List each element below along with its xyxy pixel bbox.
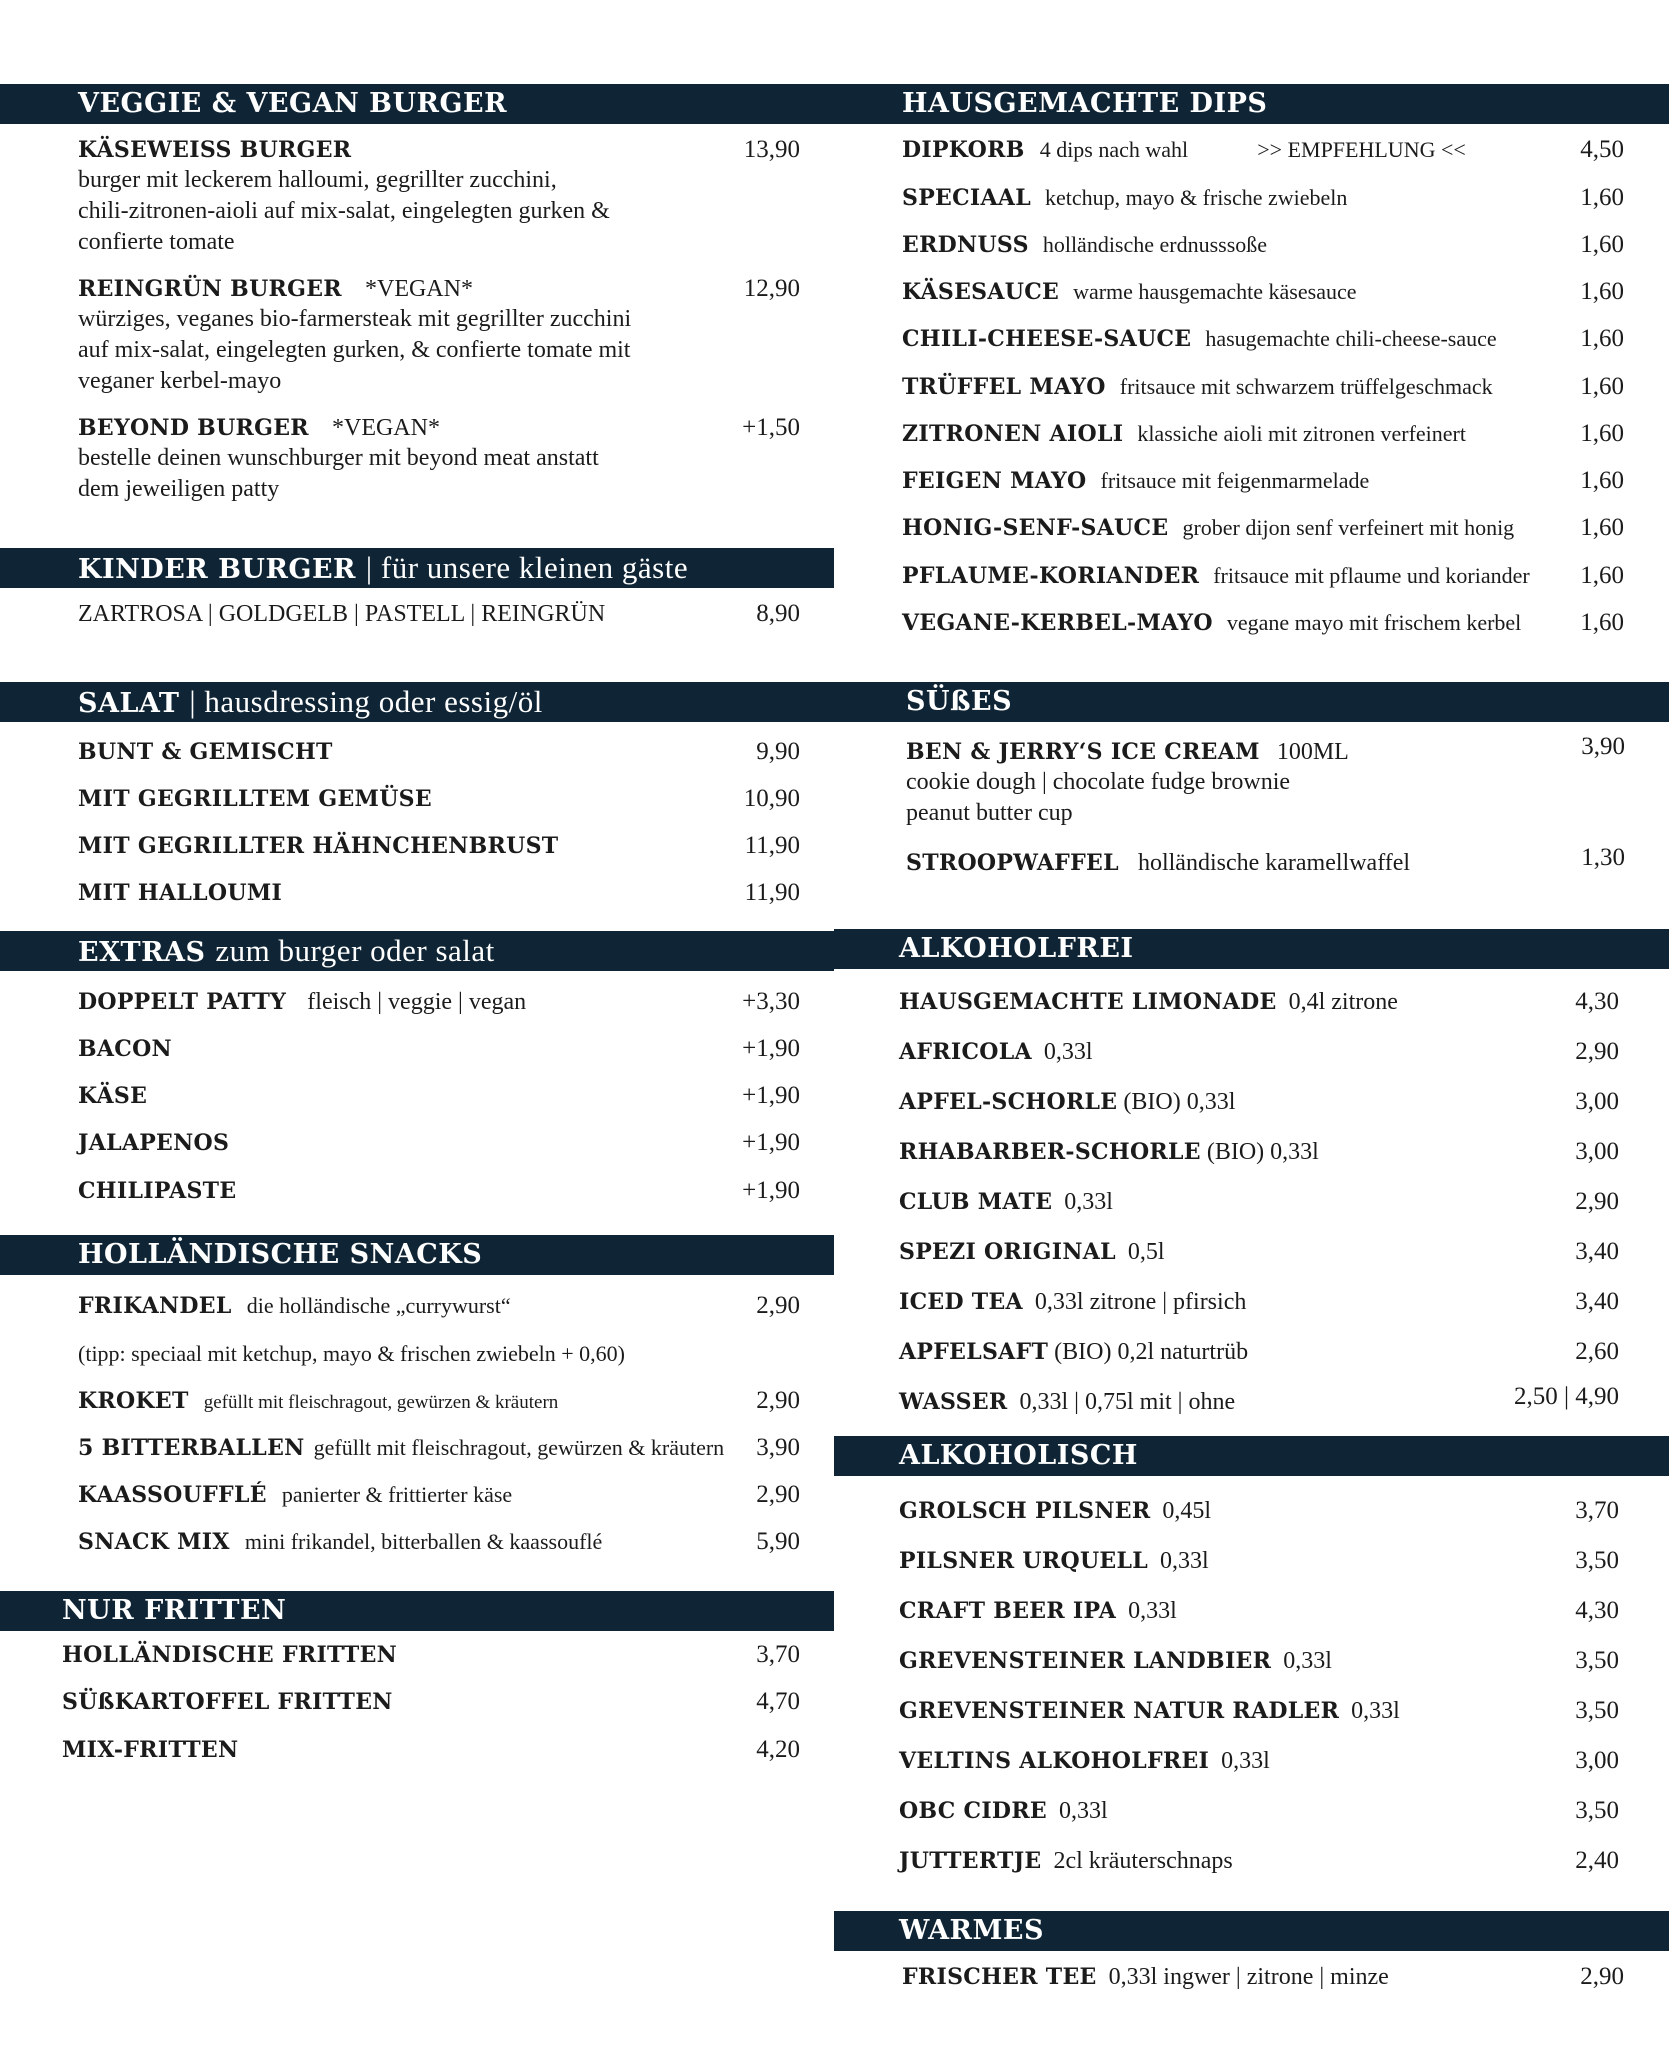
item-price: 8,90 (756, 600, 800, 627)
recommendation-badge: >> EMPFEHLUNG << (1257, 137, 1466, 162)
section-title: VEGGIE & VEGAN BURGER (78, 88, 508, 119)
item-name: BEYOND BURGER (78, 415, 309, 441)
section-title: WARMES (899, 1915, 1044, 1946)
item-price: +1,90 (742, 1177, 800, 1204)
item-price: 1,60 (1580, 231, 1624, 258)
item-price: 1,60 (1580, 373, 1624, 400)
item-price: 2,60 (1575, 1338, 1619, 1365)
item-price: 2,90 (1575, 1188, 1619, 1215)
item-price: 4,70 (756, 1688, 800, 1715)
item-description: burger mit leckerem halloumi, gegrillter zucchini, chili-zitronen-aioli auf mix-salat, eingelegten gurken & confierte tomate (78, 167, 610, 255)
vegan-tag: *VEGAN* (331, 415, 440, 441)
item-name: KÄSEWEISS BURGER (78, 137, 352, 163)
menu-item: PILSNER URQUELL 0,33l (899, 1548, 1209, 1574)
item-price: 1,60 (1580, 562, 1624, 589)
menu-item: JALAPENOS (78, 1130, 230, 1156)
kinder-varieties: ZARTROSA | GOLDGELB | PASTELL | REINGRÜN (78, 601, 606, 627)
item-price: 9,90 (756, 738, 800, 765)
menu-item: PFLAUME-KORIANDER fritsauce mit pflaume und koriander (902, 563, 1530, 589)
menu-item-ben-jerrys: BEN & JERRY‘S ICE CREAM 100ML (906, 739, 1349, 765)
menu-item: SPEZI ORIGINAL 0,5l (899, 1239, 1165, 1265)
item-price: 13,90 (743, 136, 800, 163)
menu-item: VEGANE-KERBEL-MAYO vegane mayo mit frischem kerbel (902, 610, 1522, 636)
menu-item: KÄSESAUCE warme hausgemachte käsesauce (902, 279, 1357, 305)
menu-item-frikandel: FRIKANDEL die holländische „currywurst“ (78, 1293, 511, 1319)
menu-item: APFEL-SCHORLE (BIO) 0,33l (899, 1089, 1236, 1115)
menu-item: RHABARBER-SCHORLE (BIO) 0,33l (899, 1139, 1319, 1165)
item-price: 3,50 (1575, 1647, 1619, 1674)
item-price: 2,50 | 4,90 (1513, 1383, 1619, 1410)
menu-item-snack-mix: SNACK MIX mini frikandel, bitterballen & kaassouflé (78, 1529, 603, 1555)
menu-item: APFELSAFT (BIO) 0,2l naturtrüb (899, 1339, 1249, 1365)
item-price: 1,60 (1580, 467, 1624, 494)
menu-item: CHILIPASTE (78, 1178, 237, 1204)
item-price: +1,90 (742, 1035, 800, 1062)
section-header-dips (834, 84, 1669, 124)
item-price: 2,90 (756, 1481, 800, 1508)
item-price: 2,90 (756, 1292, 800, 1319)
menu-item: KÄSE (78, 1083, 148, 1109)
item-price: 12,90 (743, 275, 800, 302)
section-title: KINDER BURGER | für unsere kleinen gäste (78, 550, 689, 585)
section-header-salat (0, 682, 834, 722)
menu-item: MIT GEGRILLTEM GEMÜSE (78, 786, 432, 812)
menu-item: BACON (78, 1036, 172, 1062)
menu-item: GREVENSTEINER LANDBIER 0,33l (899, 1648, 1332, 1674)
frikandel-tipp: (tipp: speciaal mit ketchup, mayo & frischen zwiebeln + 0,60) (78, 1341, 625, 1366)
item-price: 3,90 (1581, 733, 1625, 760)
item-price: 10,90 (743, 785, 800, 812)
menu-item: BUNT & GEMISCHT (78, 739, 333, 765)
menu-item: GROLSCH PILSNER 0,45l (899, 1498, 1212, 1524)
item-price: 1,60 (1580, 609, 1624, 636)
item-price: 3,50 (1575, 1547, 1619, 1574)
menu-item-dipkorb: DIPKORB 4 dips nach wahl >> EMPFEHLUNG << (902, 137, 1466, 163)
ice-cream-flavors: cookie dough | chocolate fudge brownie peanut butter cup (906, 769, 1291, 826)
item-description: würziges, veganes bio-farmersteak mit gegrillter zucchini auf mix-salat, eingelegten gurken, & confierte tomate mit veganer kerbel-mayo (78, 306, 632, 394)
item-price: 3,00 (1575, 1088, 1619, 1115)
menu-item: CHILI-CHEESE-SAUCE hasugemachte chili-cheese-sauce (902, 326, 1497, 352)
menu-item: MIT GEGRILLTER HÄHNCHENBRUST (78, 833, 559, 859)
item-price: 1,30 (1581, 844, 1625, 871)
section-title: SALAT | hausdressing oder essig/öl (78, 684, 543, 719)
menu-item-kroket: KROKET gefüllt mit fleischragout, gewürzen & kräutern (78, 1388, 559, 1414)
menu-item: ICED TEA 0,33l zitrone | pfirsich (899, 1289, 1247, 1315)
menu-item: SPECIAAL ketchup, mayo & frische zwiebeln (902, 185, 1348, 211)
item-price: +1,50 (742, 414, 800, 441)
menu-item: WASSER 0,33l | 0,75l mit | ohne (899, 1389, 1236, 1415)
section-title: ALKOHOLISCH (899, 1440, 1138, 1471)
vegan-tag: *VEGAN* (364, 276, 473, 302)
menu-item: VELTINS ALKOHOLFREI 0,33l (899, 1748, 1270, 1774)
menu-item: FEIGEN MAYO fritsauce mit feigenmarmelade (902, 468, 1370, 494)
item-price: 3,50 (1575, 1797, 1619, 1824)
item-price: 3,00 (1575, 1747, 1619, 1774)
item-price: 4,30 (1575, 1597, 1619, 1624)
item-price: +1,90 (742, 1129, 800, 1156)
menu-item: GREVENSTEINER NATUR RADLER 0,33l (899, 1698, 1400, 1724)
section-title: NUR FRITTEN (62, 1595, 287, 1626)
section-header-warmes (834, 1911, 1669, 1951)
item-price: 1,60 (1580, 325, 1624, 352)
menu-item-doppelt-patty: DOPPELT PATTY fleisch | veggie | vegan (78, 989, 527, 1015)
item-price: 11,90 (744, 832, 800, 859)
section-header-alkoholfrei (834, 929, 1669, 969)
item-price: 3,90 (756, 1434, 800, 1461)
item-price: 2,40 (1575, 1847, 1619, 1874)
menu-item: AFRICOLA 0,33l (899, 1039, 1093, 1065)
section-header-kinder (0, 548, 834, 588)
section-header-fritten (0, 1591, 834, 1631)
item-price: 2,90 (1580, 1963, 1624, 1990)
section-title: HOLLÄNDISCHE SNACKS (78, 1239, 483, 1270)
section-title: HAUSGEMACHTE DIPS (902, 88, 1268, 119)
menu-item-bitterballen: 5 BITTERBALLEN gefüllt mit fleischragout, gewürzen & kräutern (78, 1435, 725, 1461)
section-title: EXTRAS zum burger oder salat (78, 933, 495, 968)
section-header-snacks (0, 1235, 834, 1275)
menu-item: HAUSGEMACHTE LIMONADE 0,4l zitrone (899, 989, 1398, 1015)
item-price: 4,50 (1580, 136, 1624, 163)
item-price: 2,90 (1575, 1038, 1619, 1065)
menu-item-reingruen (78, 274, 473, 306)
menu-item-kaeseweiss (78, 135, 351, 167)
menu-item: ZITRONEN AIOLI klassiche aioli mit zitronen verfeinert (902, 421, 1466, 447)
menu-item: JUTTERTJE 2cl kräuterschnaps (899, 1848, 1233, 1874)
item-price: 11,90 (744, 879, 800, 906)
item-price: 3,50 (1575, 1697, 1619, 1724)
menu-item: OBC CIDRE 0,33l (899, 1798, 1108, 1824)
section-title: ALKOHOLFREI (899, 933, 1134, 964)
item-price: +1,90 (742, 1082, 800, 1109)
item-price: +3,30 (742, 988, 800, 1015)
menu-item: CLUB MATE 0,33l (899, 1189, 1113, 1215)
menu-item: TRÜFFEL MAYO fritsauce mit schwarzem trüffelgeschmack (902, 374, 1493, 400)
item-price: 1,60 (1580, 278, 1624, 305)
item-price: 5,90 (756, 1528, 800, 1555)
menu-item-beyond (78, 413, 440, 445)
item-price: 2,90 (756, 1387, 800, 1414)
menu-item: CRAFT BEER IPA 0,33l (899, 1598, 1177, 1624)
menu-item: MIT HALLOUMI (78, 880, 283, 906)
menu-item: FRISCHER TEE 0,33l ingwer | zitrone | minze (902, 1964, 1389, 1990)
menu-item: SÜßKARTOFFEL FRITTEN (62, 1689, 393, 1715)
menu-item: ERDNUSS holländische erdnusssoße (902, 232, 1268, 258)
item-price: 3,40 (1575, 1238, 1619, 1265)
item-price: 1,60 (1580, 420, 1624, 447)
section-title: SÜßES (906, 686, 1013, 717)
menu-item: MIX-FRITTEN (62, 1737, 239, 1763)
section-header-veggie (0, 84, 834, 124)
item-description: bestelle deinen wunschburger mit beyond meat anstatt dem jeweiligen patty (78, 445, 599, 502)
item-price: 3,40 (1575, 1288, 1619, 1315)
item-price: 4,20 (756, 1736, 800, 1763)
section-header-suesses (834, 682, 1669, 722)
item-name: REINGRÜN BURGER (78, 276, 342, 302)
menu-item-stroopwaffel: STROOPWAFFEL holländische karamellwaffel (906, 850, 1411, 876)
menu-item: HOLLÄNDISCHE FRITTEN (62, 1642, 398, 1668)
item-price: 3,70 (756, 1641, 800, 1668)
item-price: 1,60 (1580, 184, 1624, 211)
item-price: 3,70 (1575, 1497, 1619, 1524)
menu-item: HONIG-SENF-SAUCE grober dijon senf verfeinert mit honig (902, 515, 1515, 541)
item-price: 3,00 (1575, 1138, 1619, 1165)
section-header-extras (0, 931, 834, 971)
menu-item-kaassouffle: KAASSOUFFLÉ panierter & frittierter käse (78, 1482, 513, 1508)
item-price: 4,30 (1575, 988, 1619, 1015)
section-header-alkoholisch (834, 1436, 1669, 1476)
item-price: 1,60 (1580, 514, 1624, 541)
